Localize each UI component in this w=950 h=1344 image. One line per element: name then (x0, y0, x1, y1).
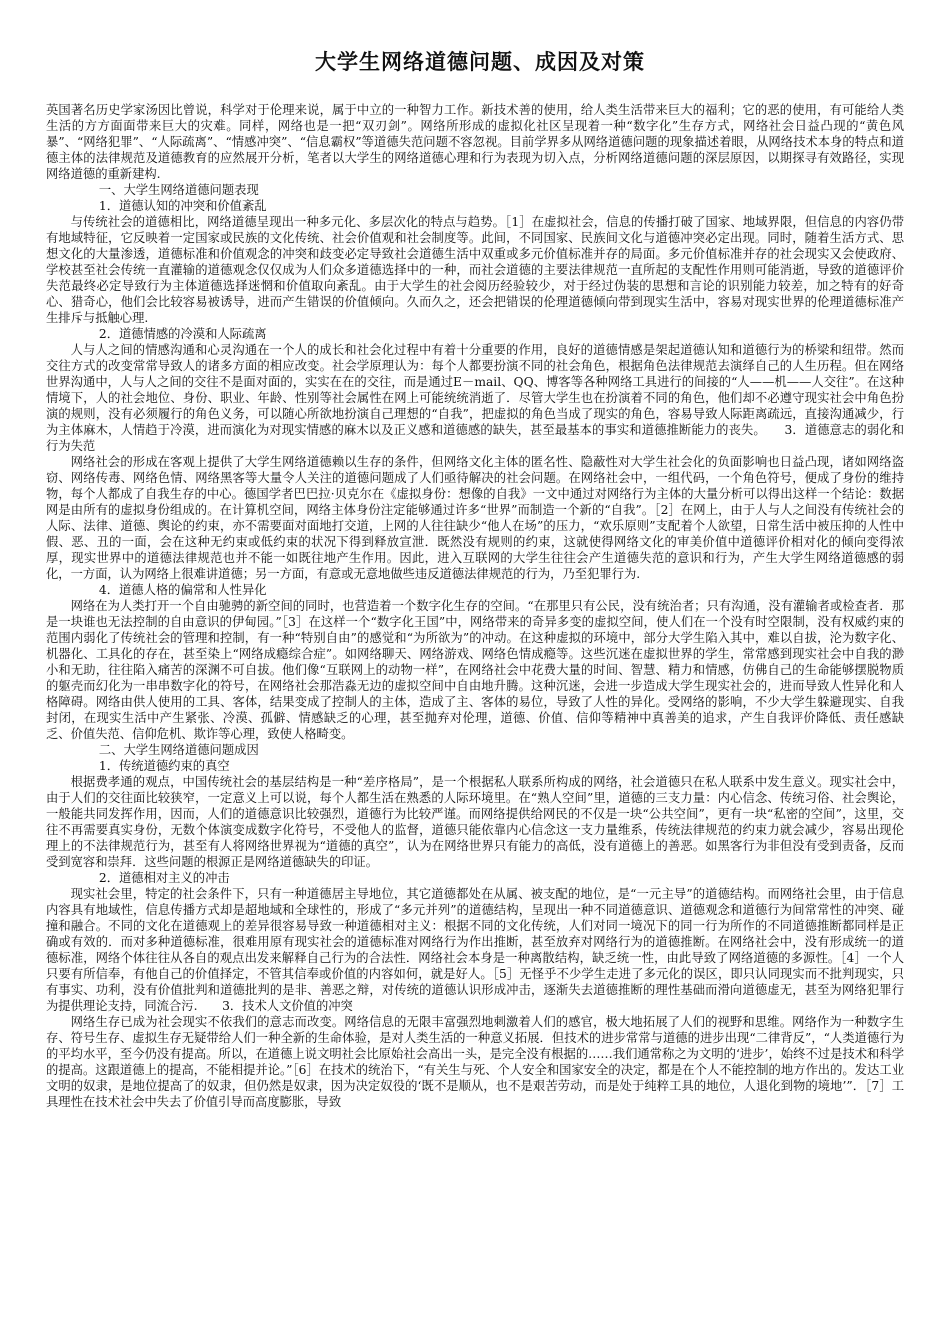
subsection-heading: 4．道德人格的偏常和人性异化 (98, 583, 267, 597)
subsection-heading: 1．道德认知的冲突和价值紊乱 (98, 199, 267, 213)
body-paragraph: 网络生存已成为社会现实不依我们的意志而改变。网络信息的无限丰富强烈地刺激着人们的感官，极大地拓展了人们的视野和思维。网络作为一种数字生存、符号生存、虚拟生存无疑带给人们一种全新的生命体验，是对人类生活的一种意义拓展．但技术的进步常常与道德的进步出现“二律背反”，“人类道德行为的平均水平，至今仍没有提高。所以，在道德上说文明社会比原始社会高出一头，是完全没有根据的……我们通常称之为文明的‘进步’，始终不过是技术和科学的提高。这跟道德上的提高，不能相提并论。”［6］在技术的统治下，“有关生与死、个人安全和国家安全的决定，都是在个人不能控制的地方作出的。发达工业文明的奴隶，是地位提高了的奴隶，但仍然是奴隶，因为决定奴役的‘既不是顺从，也不是艰苦劳动，而是处于纯粹工具的地位，人退化到物的境地’”．［7］工具理性在技术社会中失去了价值引导而高度膨胀，导致 (46, 1015, 904, 1109)
body-paragraph: 现实社会里，特定的社会条件下，只有一种道德居主导地位，其它道德都处在从属、被支配的地位，是“一元主导”的道德结构。而网络社会里，由于信息内容具有地域性，信息传播方式却是超地域和全球性的，形成了“多元并列”的道德结构，呈现出一种不同道德意识、道德观念和道德行为间常常性的冲突、碰撞和融合。不同的文化在道德观上的差异很容易导致一种道德相对主义：根据不同的文化传统，人们对同一境况下的同一行为所作的不同道德推断都同样是正确或有效的．而对多种道德标准，很难用原有现实社会的道德标准对网络行为作出推断，甚至放弃对网络行为的道德推断。在网络社会中，没有形成统一的道德标准，网络个体往往从各自的观点出发来解释自己行为的合法性．网络社会本身是一种离散结构，缺乏统一性，由此导致了网络道德的多源性。［4］一个人只要有所信奉，有他自己的价值择定，不管其信奉或价值的内容如何，就是好人。［5］无怪乎不少学生走进了多元化的误区，即只认同现实而不批判现实，只有事实、功利，没有价值批判和道德批判的是非、善恶之辩，对传统的道德认识形成冲击，逐渐失去道德推断的理性基础而滑向道德虚无，甚至为网络犯罪行为提供理论支持，同流合污. 3．技术人文价值的冲突 (46, 887, 904, 1013)
body-paragraph: 根据费孝通的观点，中国传统社会的基层结构是一种“差序格局”，是一个根据私人联系所构成的网络，社会道德只在私人联系中发生意义。现实社会中，由于人们的交往面比较狭窄，一定意义上可以说，每个人都生活在熟悉的人际环境里。在“熟人空间”里，道德的三支力量：内心信念、传统习俗、社会舆论，一般能共同发挥作用，因而，人们的道德意识比较强烈，道德行为比较严谨。而网络提供给网民的不仅是一块“公共空间”，更有一块“私密的空间”，这里，交往不再需要真实身份，无数个体演变成数字化符号，不受他人的监督，道德只能依靠内心信念这一支力量维系，传统法律规范的约束力就会减少，容易出现伦理上的不法律规范行为，甚至有人将网络世界视为“道德的真空”，认为在网络世界只有能力的高低，没有道德上的善恶。如黑客行为非但没有受到责备，反而受到宽容和崇拜．这些问题的根源正是网络道德缺失的印证。 (46, 775, 904, 869)
body-paragraph: 网络社会的形成在客观上提供了大学生网络道德赖以生存的条件，但网络文化主体的匿名性、隐蔽性对大学生社会化的负面影响也日益凸现，诸如网络盗窃、网络传毒、网络色情、网络黑客等大量令人关注的道德问题成了人们亟待解决的社会问题。在网络社会中，一组代码，一个角色符号，便成了身份的维持物，每个人都成了自我生存的中心。德国学者巴巴拉·贝克尔在《虚拟身份：想像的自我》一文中通过对网络行为主体的大量分析可以得出这样一个结论：数据网是由所有的虚拟身份组成的。在计算机空间，网络主体身份注定能够通过许多“世界”而制造一个新的“自我”。［2］在网上，由于人与人之间没有传统社会的人际、法律、道德、舆论的约束，亦不需要面对面地打交道，上网的人往往缺少“他人在场”的压力，“欢乐原则”支配着个人欲望，日常生活中被压抑的人性中假、恶、丑的一面，会在这种无约束或低约束的状况下得到释放宣泄．既然没有规则的约束，这就使得网络文化的审美价值中道德评价相对化的倾向变得浓厚，现实世界中的道德法律规范也并不能一如既往地产生作用。因此，进入互联网的大学生往往会产生道德失范的意识和行为，产生大学生网络道德感的弱化，一方面，认为网络上很难讲道德；另一方面，有意或无意地做些违反道德法律规范的行为，乃至犯罪行为. (46, 455, 904, 581)
subsection-heading: 2．道德相对主义的冲击 (98, 871, 230, 885)
section-heading: 一、大学生网络道德问题表现 (98, 183, 259, 197)
body-paragraph: 网络在为人类打开一个自由驰骋的新空间的同时，也营造着一个数字化生存的空间。“在那里只有公民，没有统治者；只有沟通，没有灌输者或检查者．那是一块谁也无法控制的自由意识的伊甸园。”［3］在这样一个“数字化王国”中，网络带来的奇异多变的虚拟空间，使人们在一个没有时空限制，没有权威约束的范围内弱化了传统社会的管理和控制，有一种“特别自由”的感觉和“为所欲为”的冲动。在这种虚拟的环境中，部分大学生陷入其中，难以自拔，沦为数字化、机器化、工具化的存在，甚至染上“网络成瘾综合症”。如网络聊天、网络游戏、网络色情成瘾等。这些沉迷在虚拟世界的学生，常常感到现实社会中自我的渺小和无助，往往陷入痛苦的深渊不可自拔。他们像“互联网上的动物一样”，在网络社会中花费大量的时间、智慧、精力和情感，仿佛自己的生命能够摆脱物质的躯壳而幻化为一串串数字化的符号，在网络社会那浩淼无边的虚拟空间中自由地升腾。这种沉迷，会进一步造成大学生现实社会的，进而导致人性异化和人格障碍。网络由供人使用的工具、客体，结果变成了控制人的主体，造成了主、客体的易位，导致了人性的异化。受网络的影响，不少大学生躲避现实、自我封闭，在现实生活中产生紧张、冷漠、孤僻、情感缺乏的心理，甚至抛弃对伦理，道德、价值、信仰等精神中真善美的追求，产生自我评价降低、责任感缺乏、价值失范、信仰危机、欺诈等心理，致使人格畸变。 (46, 599, 904, 741)
subsection-heading: 2．道德情感的冷漠和人际疏离 (98, 327, 267, 341)
page-title: 大学生网络道德问题、成因及对策 (315, 50, 645, 74)
subsection-heading: 1．传统道德约束的真空 (98, 759, 230, 773)
body-paragraph: 人与人之间的情感沟通和心灵沟通在一个人的成长和社会化过程中有着十分重要的作用，良好的道德情感是架起道德认知和道德行为的桥梁和纽带。然而交往方式的改变常常导致人的诸多方面的相应改变。社会学原理认为：每个人都要扮演不同的社会角色，根据角色法律规范去演绎自己的人生历程。但在网络世界沟通中，人与人之间的交往不是面对面的，实实在在的交往，而是通过E－mail、QQ、博客等各种网络工具进行的间接的“人——机——人交往”。在这种情境下，人的社会地位、身份、职业、年龄、性别等社会属性在网上可能统统消逝了．尽管大学生也在扮演着不同的角色，他们却不必遵守现实社会中角色扮演的规则，没有必须履行的角色义务，可以随心所欲地扮演自己理想的“自我”，把虚拟的角色当成了现实的角色，容易导致人际距离疏远，直接沟通减少，行为主体麻木，人情趋于冷漠，进而演化为对现实情感的麻木以及正义感和道德感的缺失，甚至最基本的事实和道德推断能力的丧失。 3．道德意志的弱化和行为失范 (46, 343, 904, 453)
intro-paragraph: 英国著名历史学家汤因比曾说，科学对于伦理来说，属于中立的一种智力工作。新技术善的使用，给人类生活带来巨大的福利；它的恶的使用，有可能给人类生活的方方面面带来巨大的灾难。同样，网络也是一把“双刃剑”。网络所形成的虚拟化社区呈现着一种“数字化”生存方式，网络社会日益凸现的“黄色风暴”、“网络犯罪”、“人际疏离”、“情感冲突”、“信息霸权”等道德失范问题不容忽视。目前学界多从网络道德问题的现象描述着眼，从网络技术本身的特点和道德主体的法律规范及道德教育的应然展开分析，笔者以大学生的网络道德心理和行为表现为切入点，分析网络道德问题的深层原因，以期探寻有效路径，实现网络道德的重新建构. (46, 103, 904, 181)
body-paragraph: 与传统社会的道德相比，网络道德呈现出一种多元化、多层次化的特点与趋势。［1］在虚拟社会，信息的传播打破了国家、地域界限，但信息的内容仍带有地域特征，它反映着一定国家或民族的文化传统、社会价值观和社会制度等。此间，不同国家、民族间文化与道德冲突必定出现。同时，随着生活方式、思想文化的大量渗透，道德标准和价值观念的冲突和歧变必定导致社会道德生活中双重或多元价值标准并存的局面。多元价值标准并存的社会现实又会使政府、学校甚至社会传统一直灌输的道德观念仅仅成为人们众多道德选择中的一种，而社会道德的主要法律规范一直所起的支配性作用则可能消逝，导致的道德评价失范最终必定导致行为主体道德选择迷惘和价值取向紊乱。由于大学生的社会阅历经验较少，对于经过伪装的思想和言论的识别能力较差，加之特有的好奇心、猎奇心，他们会比较容易被诱导，进而产生错误的价值倾向。久而久之，还会把错误的伦理道德倾向带到现实生活中，容易对现实世界的伦理道德标准产生排斥与抵触心理. (46, 215, 904, 325)
section-heading: 二、大学生网络道德问题成因 (98, 743, 259, 757)
document-body (46, 102, 904, 1110)
